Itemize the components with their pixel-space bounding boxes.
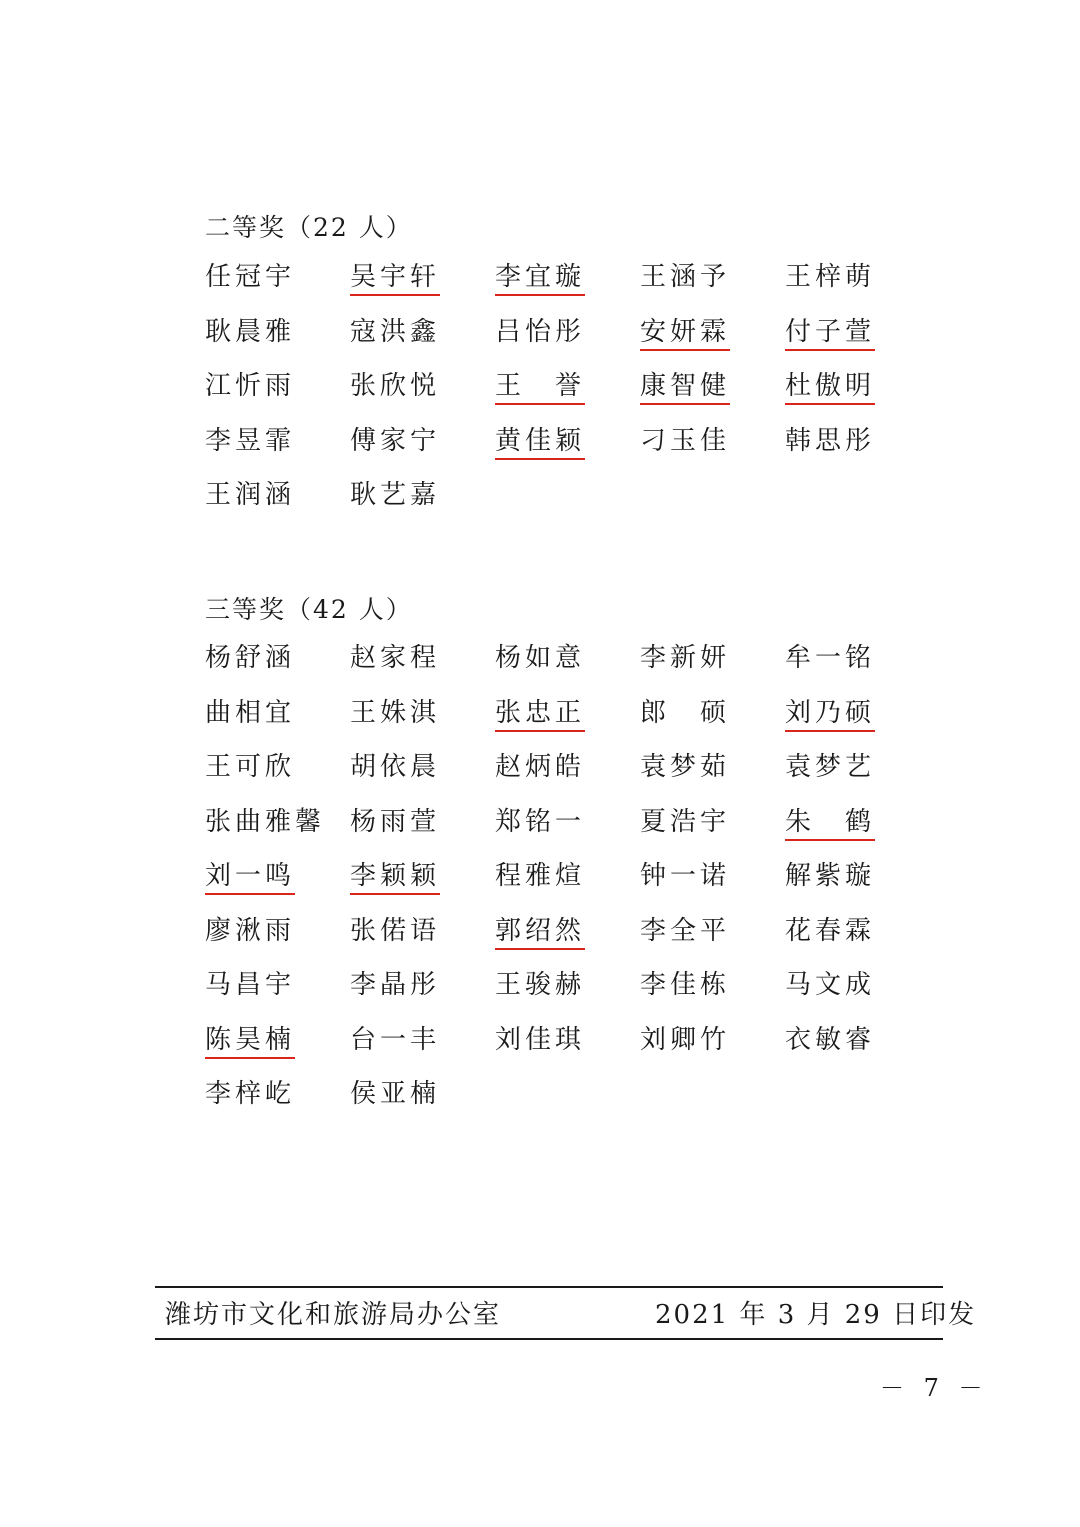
name-entry: 王润涵 — [205, 480, 296, 510]
name-entry: 刘乃硕 — [785, 696, 875, 732]
name-entry: 李颖颖 — [350, 859, 440, 895]
name-entry: 王涵予 — [640, 262, 731, 292]
name-entry: 王可欣 — [205, 752, 296, 782]
name-entry: 傅家宁 — [350, 425, 441, 456]
name-entry: 王 誉 — [495, 369, 585, 405]
name-entry: 刘一鸣 — [205, 859, 295, 895]
name-entry: 李梓屹 — [205, 1079, 296, 1109]
name-entry: 耿晨雅 — [205, 316, 296, 347]
name-entry: 张曲雅馨 — [205, 806, 326, 837]
name-entry: 花春霖 — [785, 915, 876, 946]
name-entry: 杨舒涵 — [205, 643, 296, 673]
name-entry: 李全平 — [640, 915, 731, 946]
name-entry: 赵炳皓 — [495, 752, 586, 782]
name-entry: 李新妍 — [640, 643, 731, 673]
name-entry: 王姝淇 — [350, 697, 441, 728]
name-entry: 康智健 — [640, 369, 730, 405]
name-entry: 韩思彤 — [785, 425, 876, 456]
footer-issuer: 潍坊市文化和旅游局办公室 — [165, 1300, 502, 1330]
name-entry: 郑铭一 — [495, 806, 586, 837]
name-entry: 郎 硕 — [640, 697, 731, 728]
name-entry: 刘卿竹 — [640, 1024, 731, 1055]
name-entry: 袁梦茹 — [640, 752, 731, 782]
name-entry: 王梓萌 — [785, 262, 876, 292]
name-entry: 胡依晨 — [350, 752, 441, 782]
name-entry: 刘佳琪 — [495, 1024, 586, 1055]
name-entry: 曲相宜 — [205, 697, 296, 728]
name-entry: 吕怡彤 — [495, 316, 586, 347]
name-entry: 吴宇轩 — [350, 260, 440, 296]
name-entry: 马昌宇 — [205, 970, 296, 1000]
name-entry: 赵家程 — [350, 643, 441, 673]
name-entry: 廖湫雨 — [205, 915, 296, 946]
name-entry: 李晶彤 — [350, 970, 441, 1000]
name-entry: 朱 鹤 — [785, 805, 875, 841]
name-entry: 耿艺嘉 — [350, 480, 441, 510]
name-entry: 张偌语 — [350, 915, 441, 946]
name-entry: 寇洪鑫 — [350, 316, 441, 347]
name-entry: 夏浩宇 — [640, 806, 731, 837]
name-entry: 安妍霖 — [640, 315, 730, 351]
name-entry: 李昱霏 — [205, 425, 296, 456]
name-entry: 马文成 — [785, 970, 876, 1000]
footer-top-rule — [155, 1286, 943, 1288]
third-prize-title: 三等奖（42 人） — [205, 595, 413, 624]
name-entry: 杨雨萱 — [350, 806, 441, 837]
name-entry: 王骏赫 — [495, 970, 586, 1000]
name-entry: 郭绍然 — [495, 914, 585, 950]
name-entry: 牟一铭 — [785, 643, 876, 673]
name-entry: 江忻雨 — [205, 371, 296, 401]
name-entry: 袁梦艺 — [785, 752, 876, 782]
name-entry: 陈昊楠 — [205, 1023, 295, 1059]
name-entry: 刁玉佳 — [640, 425, 731, 456]
name-entry: 张欣悦 — [350, 371, 441, 401]
footer-date: 2021 年 3 月 29 日印发 — [655, 1300, 977, 1330]
name-entry: 李宜璇 — [495, 260, 585, 296]
name-entry: 台一丰 — [350, 1024, 441, 1055]
footer-bottom-rule — [155, 1338, 943, 1340]
name-entry: 黄佳颖 — [495, 424, 585, 460]
name-entry: 付子萱 — [785, 315, 875, 351]
page-number: － 7 － — [880, 1374, 989, 1402]
name-entry: 杨如意 — [495, 643, 586, 673]
name-entry: 李佳栋 — [640, 970, 731, 1000]
name-entry: 杜傲明 — [785, 369, 875, 405]
name-entry: 程雅煊 — [495, 861, 586, 891]
name-entry: 解紫璇 — [785, 861, 876, 891]
name-entry: 钟一诺 — [640, 861, 731, 891]
name-entry: 张忠正 — [495, 696, 585, 732]
name-entry: 任冠宇 — [205, 262, 296, 292]
name-entry: 衣敏睿 — [785, 1024, 876, 1055]
second-prize-title: 二等奖（22 人） — [205, 213, 413, 242]
name-entry: 侯亚楠 — [350, 1079, 441, 1109]
